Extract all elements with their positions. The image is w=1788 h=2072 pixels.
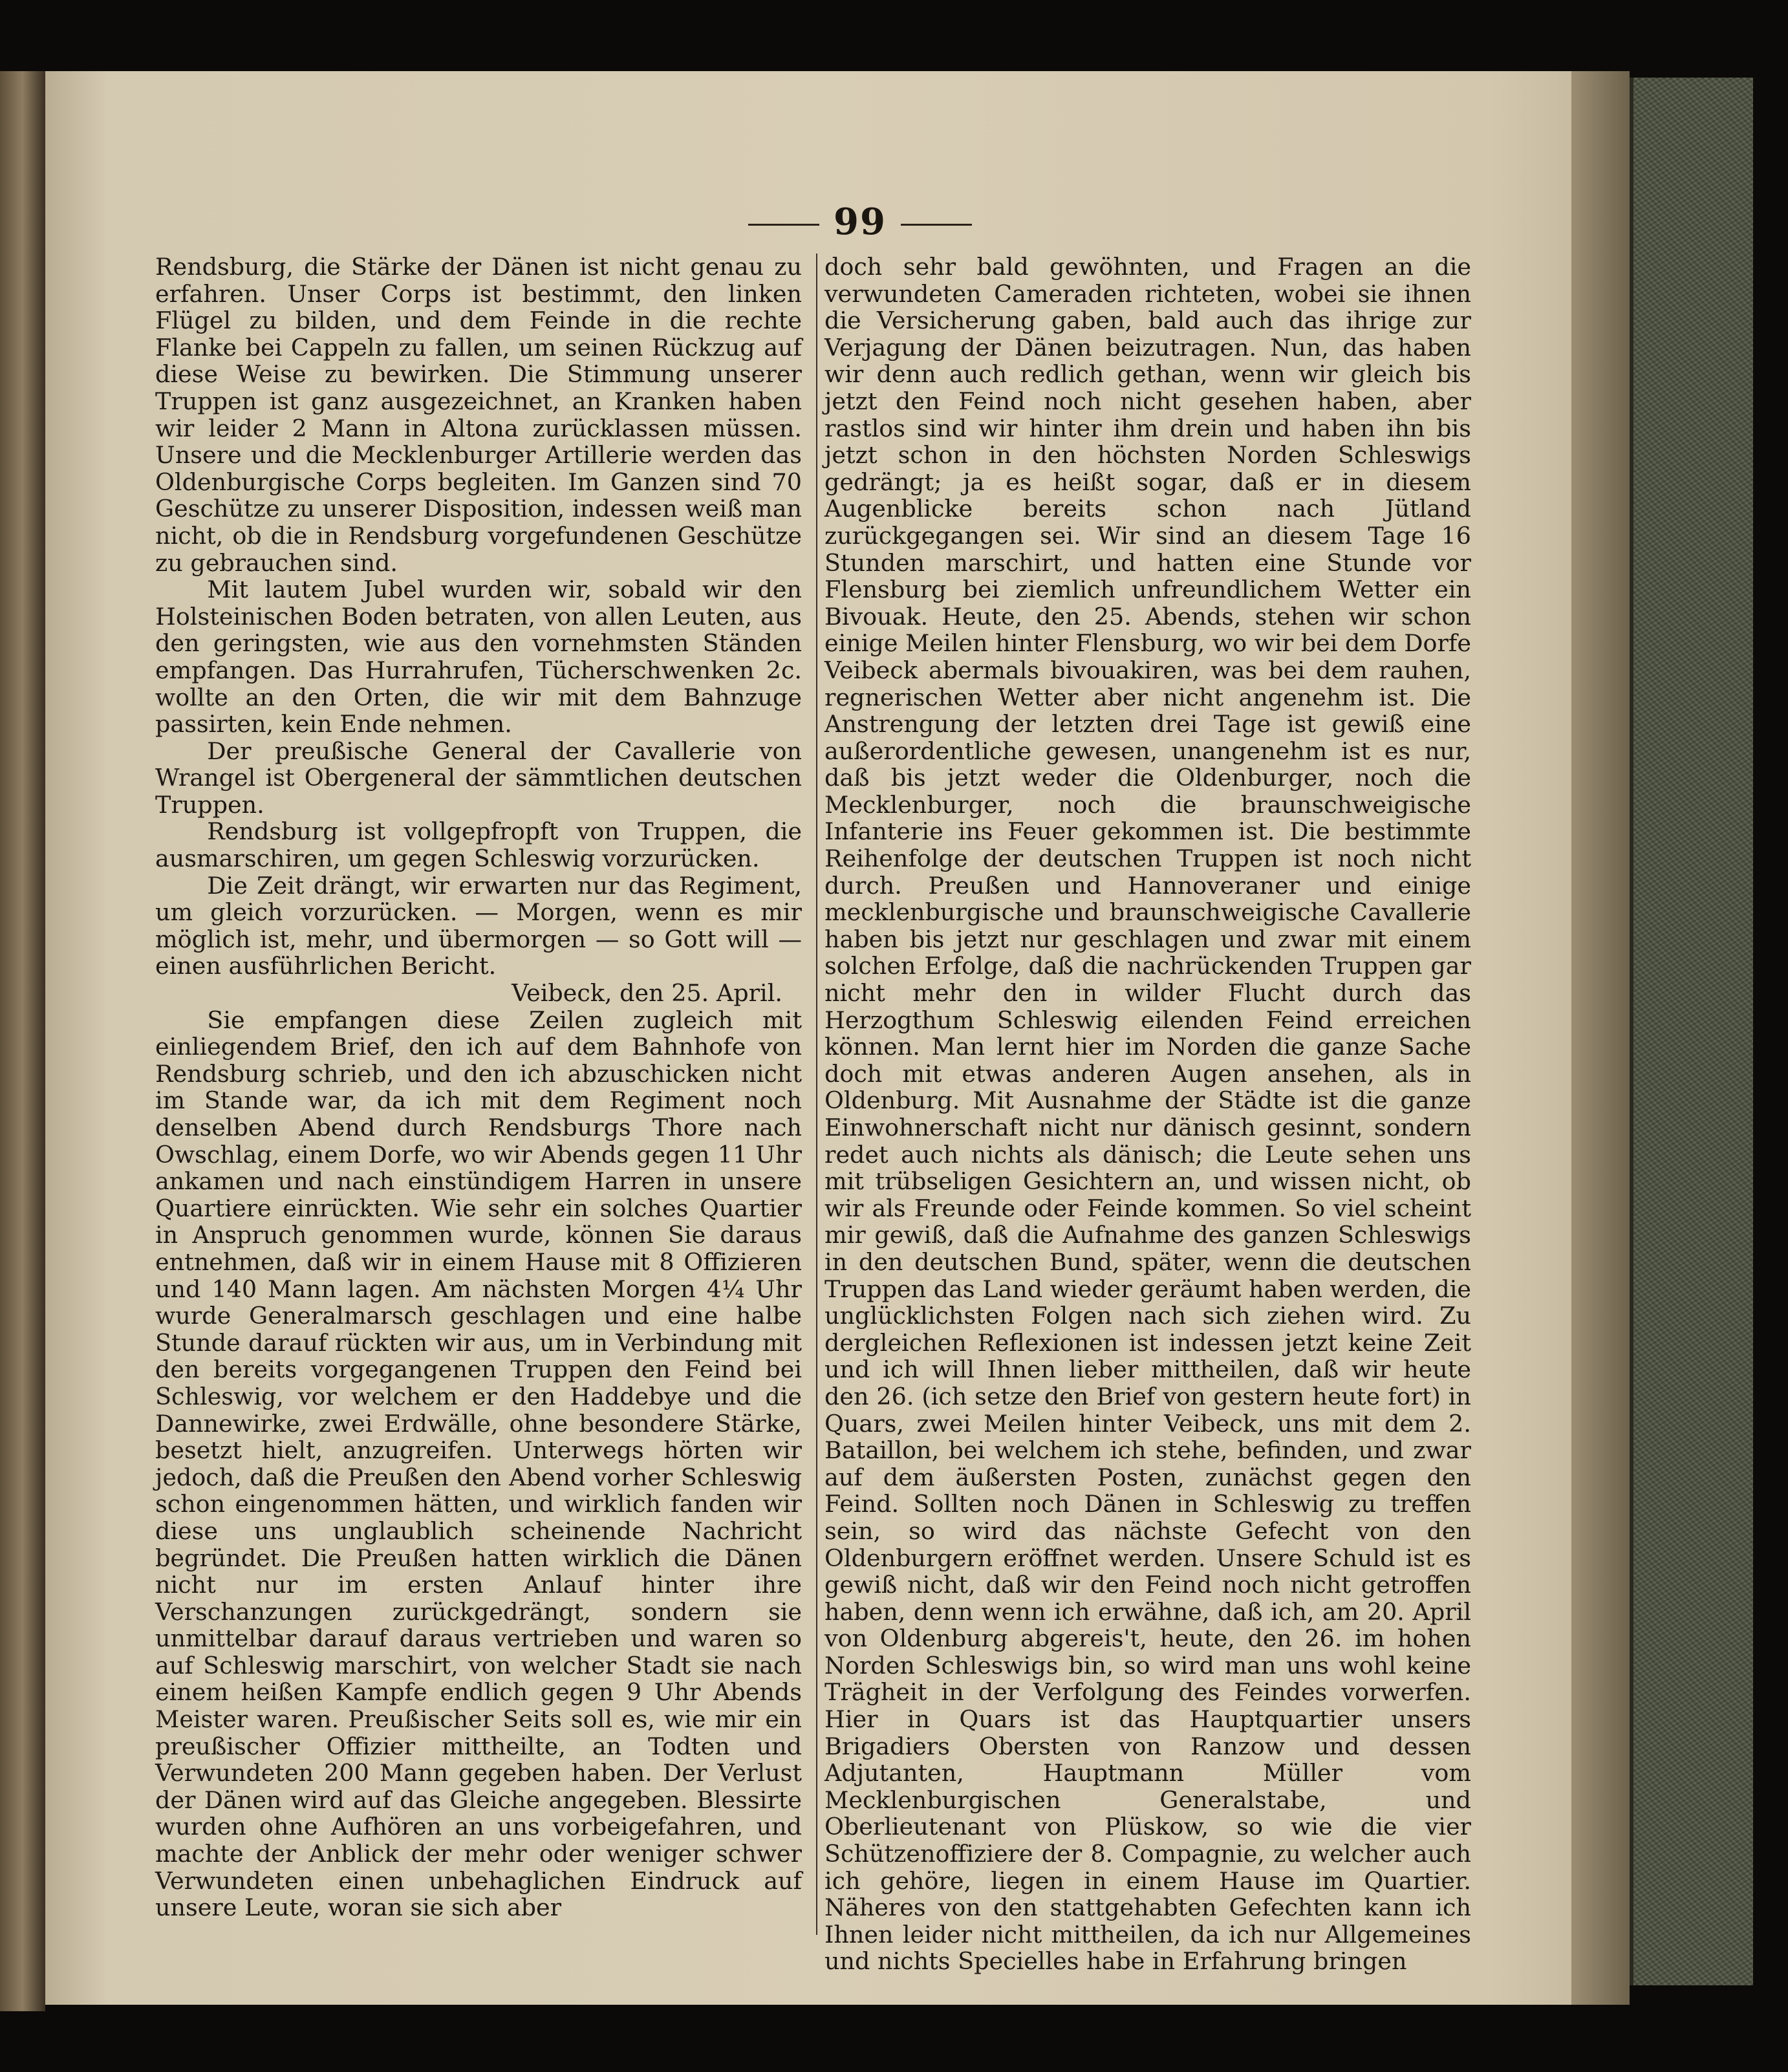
- left-text-column: [155, 254, 802, 1921]
- page-edge-shadow: [1571, 71, 1630, 2005]
- right-text-column: [824, 254, 1471, 1975]
- dateline: Veibeck, den 25. April.: [512, 979, 782, 1008]
- header-dash-right: [901, 224, 972, 226]
- page-number-header: [685, 200, 1035, 243]
- paragraph: Sie empfangen diese Zeilen zugleich mit einliegendem Brief, den ich auf dem Bahnhofe von Rendsburg schrieb, und den ich abzuschicken nicht im Stande war, da ich mit dem Regiment noch denselben Abend durch Rendsburgs Thore nach Owschlag, einem Dorfe, wo wir Abends gegen 11 Uhr ankamen und nach einstündigem Harren in unsere Quartiere einrückten. Wie sehr ein solches Quartier in Anspruch genommen wurde, können Sie daraus entnehmen, daß wir in einem Hause mit 8 Offizieren und 140 Mann lagen. Am nächsten Morgen 4¼ Uhr wurde Generalmarsch geschlagen und eine halbe Stunde darauf rückten wir aus, um in Verbindung mit den bereits vorgegangenen Truppen den Feind bei Schleswig, vor welchem er den Haddebye und die Dannewirke, zwei Erdwälle, ohne besondere Stärke, besetzt hielt, anzugreifen. Unterwegs hörten wir jedoch, daß die Preußen den Abend vorher Schleswig schon eingenommen hätten, und wirklich fanden wir diese uns unglaublich scheinende Nachricht begründet. Die Preußen hatten wirklich die Dänen nicht nur im ersten Anlauf hinter ihre Verschanzungen zurückgedrängt, sondern sie unmittelbar darauf daraus vertrieben und waren so auf Schleswig marschirt, von welcher Stadt sie nach einem heißen Kampfe endlich gegen 9 Uhr Abends Meister waren. Preußischer Seits soll es, wie mir ein preußischer Offizier mittheilte, an Todten und Verwundeten 200 Mann gegeben haben. Der Verlust der Dänen wird auf das Gleiche angegeben. Blessirte wurden ohne Aufhören an uns vorbeigefahren, und machte der Anblick der mehr oder weniger schwer Verwundeten einen unbehaglichen Eindruck auf unsere Leute, woran sie sich aber: [155, 1006, 802, 1922]
- paragraph: Der preußische General der Cavallerie von Wrangel ist Obergeneral der sämmtlichen deutschen Truppen.: [155, 737, 802, 819]
- paragraph: Die Zeit drängt, wir erwarten nur das Regiment, um gleich vorzurücken. — Morgen, wenn es mir möglich ist, mehr, und übermorgen — so Gott will — einen ausführlichen Bericht.: [155, 871, 802, 980]
- left-page-edge: [0, 71, 45, 2011]
- paragraph: Rendsburg ist vollgepfropft von Truppen, die ausmarschiren, um gegen Schleswig vorzurücken.: [155, 817, 802, 873]
- marbled-cover-board: [1630, 78, 1753, 1985]
- page-number: 99: [834, 200, 887, 243]
- paragraph: Mit lautem Jubel wurden wir, sobald wir den Holsteinischen Boden betraten, von allen Leuten, aus den geringsten, wie aus den vornehmsten Ständen empfangen. Das Hurrahrufen, Tücherschwenken 2c. wollte an den Orten, die wir mit dem Bahnzuge passirten, kein Ende nehmen.: [155, 576, 802, 739]
- header-dash-left: [748, 224, 819, 226]
- paragraph: Rendsburg, die Stärke der Dänen ist nicht genau zu erfahren. Unser Corps ist bestimmt, den linken Flügel zu bilden, und dem Feinde in die rechte Flanke bei Cappeln zu fallen, um seinen Rückzug auf diese Weise zu bewirken. Die Stimmung unserer Truppen ist ganz ausgezeichnet, an Kranken haben wir leider 2 Mann in Altona zurücklassen müssen. Unsere und die Mecklenburger Artillerie werden das Oldenburgische Corps begleiten. Im Ganzen sind 70 Geschütze zu unserer Disposition, indessen weiß man nicht, ob die in Rendsburg vorgefundenen Geschütze zu gebrauchen sind.: [155, 253, 802, 577]
- column-rule: [816, 254, 817, 1935]
- paragraph: doch sehr bald gewöhnten, und Fragen an die verwundeten Cameraden richteten, wobei sie ihnen die Versicherung gaben, bald auch das ihrige zur Verjagung der Dänen beizutragen. Nun, das haben wir denn auch redlich gethan, wenn wir gleich bis jetzt den Feind noch nicht gesehen haben, aber rastlos sind wir hinter ihm drein und haben ihn bis jetzt schon in den höchsten Norden Schleswigs gedrängt; ja es heißt sogar, daß er in diesem Augenblicke bereits schon nach Jütland zurückgegangen sei. Wir sind an diesem Tage 16 Stunden marschirt, und hatten eine Stunde vor Flensburg bei ziemlich unfreundlichem Wetter ein Bivouak. Heute, den 25. Abends, stehen wir schon einige Meilen hinter Flensburg, wo wir bei dem Dorfe Veibeck abermals bivouakiren, was bei dem rauhen, regnerischen Wetter aber nicht angenehm ist. Die Anstrengung der letzten drei Tage ist gewiß eine außerordentliche gewesen, unangenehm ist es nur, daß bis jetzt weder die Oldenburger, noch die Mecklenburger, noch die braunschweigische Infanterie ins Feuer gekommen ist. Die bestimmte Reihenfolge der deutschen Truppen ist noch nicht durch. Preußen und Hannoveraner und einige mecklenburgische und braunschweigische Cavallerie haben bis jetzt nur geschlagen und zwar mit einem solchen Erfolge, daß die nachrückenden Truppen gar nicht mehr den in wilder Flucht durch das Herzogthum Schleswig eilenden Feind erreichen können. Man lernt hier im Norden die ganze Sache doch mit etwas anderen Augen ansehen, als in Oldenburg. Mit Ausnahme der Städte ist die ganze Einwohnerschaft nicht nur dänisch gesinnt, sondern redet auch nichts als dänisch; die Leute sehen uns mit trübseligen Gesichtern an, und wissen nicht, ob wir als Freunde oder Feinde kommen. So viel scheint mir gewiß, daß die Aufnahme des ganzen Schleswigs in den deutschen Bund, später, wenn die deutschen Truppen das Land wieder geräumt haben werden, die unglücklichsten Folgen nach sich ziehen wird. Zu dergleichen Reflexionen ist indessen jetzt keine Zeit und ich will Ihnen lieber mittheilen, daß wir heute den 26. (ich setze den Brief von gestern heute fort) in Quars, zwei Meilen hinter Veibeck, uns mit dem 2. Bataillon, bei welchem ich stehe, befinden, und zwar auf dem äußersten Posten, zunächst gegen den Feind. Sollten noch Dänen in Schleswig zu treffen sein, so wird das nächste Gefecht von den Oldenburgern eröffnet werden. Unsere Schuld ist es gewiß nicht, daß wir den Feind noch nicht getroffen haben, denn wenn ich erwähne, daß ich, am 20. April von Oldenburg abgereis't, heute, den 26. im hohen Norden Schleswigs bin, so wird man uns wohl keine Trägheit in der Verfolgung des Feindes vorwerfen. Hier in Quars ist das Hauptquartier unsers Brigadiers Obersten von Ranzow und dessen Adjutanten, Hauptmann Müller vom Mecklenburgischen Generalstabe, und Oberlieutenant von Plüskow, so wie die vier Schützenoffiziere der 8. Compagnie, zu welcher auch ich gehöre, liegen in einem Hause im Quartier. Näheres von den stattgehabten Gefechten kann ich Ihnen leider nicht mittheilen, da ich nur Allgemeines und nichts Specielles habe in Erfahrung bringen: [824, 253, 1471, 1976]
